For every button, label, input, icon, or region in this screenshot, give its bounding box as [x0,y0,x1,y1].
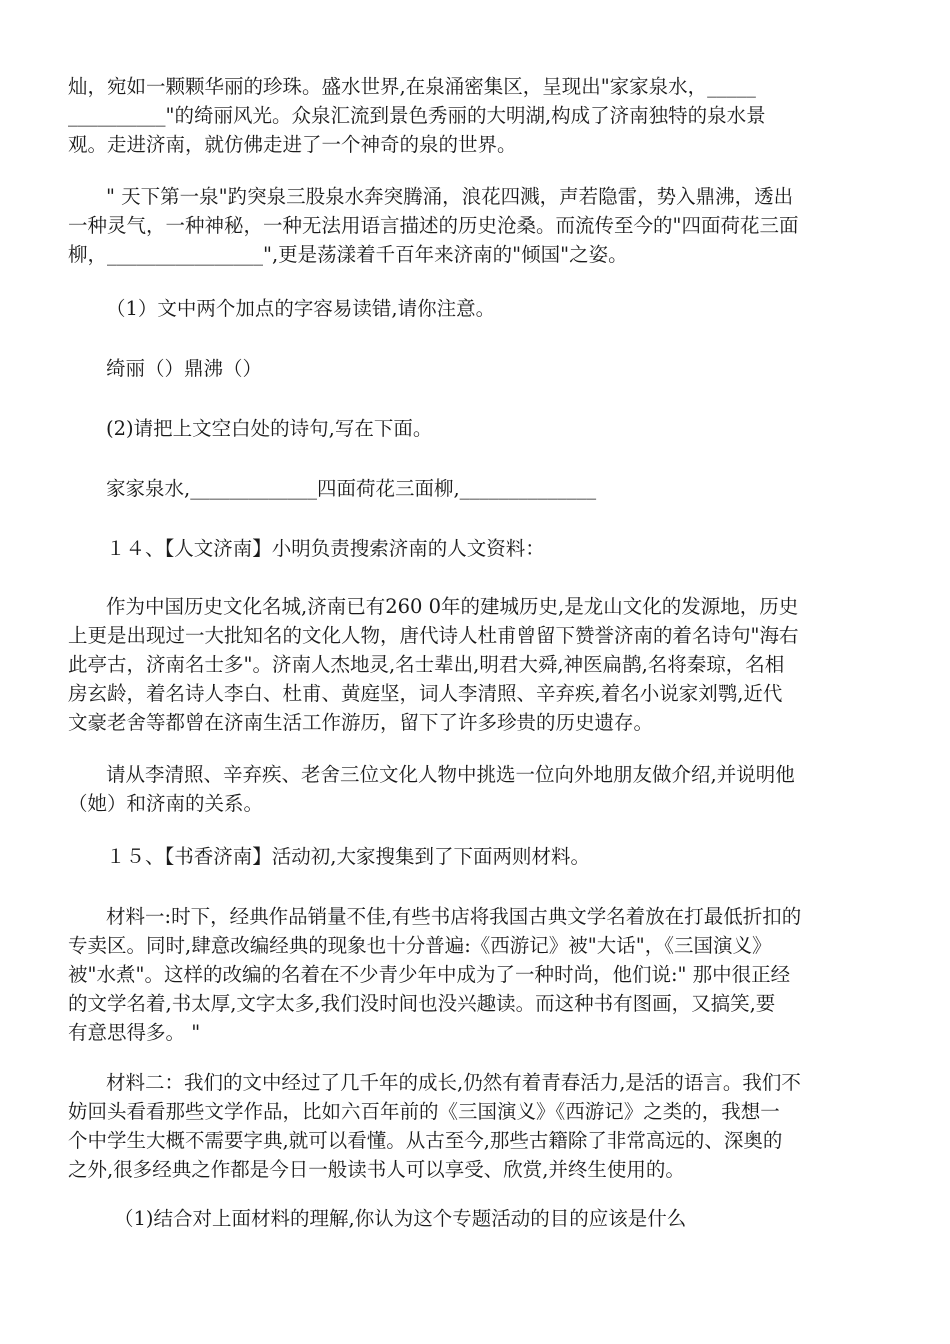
question-14-prompt [68,760,880,818]
text-line: 绮丽（）鼎沸（） [106,357,263,380]
text-line: 妨回头看看那些文学作品，比如六百年前的《三国演义》《西游记》之类的，我想一 [68,1100,780,1123]
text-line: 之外,很多经典之作都是今日一般读书人可以享受、欣赏,并终生使用的。 [68,1158,685,1181]
text-line: 作为中国历史文化名城,济南已有260 0年的建城历史,是龙山文化的发源地，历史 [106,595,799,618]
text-line: 灿，宛如一颗颗华丽的珍珠。盛水世界,在泉涌密集区，呈现出"家家泉水，_____ [68,75,756,98]
paragraph-jinan-culture [68,592,880,737]
text-line: 此亭古，济南名士多"。济南人杰地灵,名士辈出,明君大舜,神医扁鹊,名将秦琼，名相 [68,653,785,676]
text-line: 材料一:时下，经典作品销量不佳,有些书店将我国古典文学名着放在打最低折扣的 [106,905,802,928]
text-line: 专卖区。同时,肆意改编经典的现象也十分普遍:《西游记》被"大话"，《三国演义》 [68,934,772,957]
question-13-1 [68,294,918,323]
text-line: 材料二：我们的文中经过了几千年的成长,仍然有着青春活力,是活的语言。我们不 [106,1071,801,1094]
poem-fill-blanks [68,474,918,503]
text-line: (2)请把上文空白处的诗句,写在下面。 [106,417,433,440]
pinyin-blanks [68,354,918,383]
material-two [68,1068,880,1184]
text-line: （1)结合对上面材料的理解,你认为这个专题活动的目的应该是什么 [114,1207,687,1230]
text-line: 观。走进济南，就仿佛走进了一个神奇的泉的世界。 [68,133,517,156]
question-14-heading [68,534,918,563]
material-one [68,902,880,1047]
text-line: 有意思得多。 " [68,1021,201,1044]
question-13-2 [68,414,918,443]
text-line: 被"水煮"。这样的改编的名着在不少青少年中成为了一种时尚，他们说:" 那中很正经 [68,963,791,986]
paragraph-spring-intro [68,72,880,159]
question-15-1 [68,1204,926,1233]
text-line: 请从李清照、辛弃疾、老舍三位文化人物中挑选一位向外地朋友做介绍,并说明他 [106,763,795,786]
paragraph-baotu-spring [68,182,880,269]
text-line: （她）和济南的关系。 [68,792,264,815]
text-line: 柳，________________",更是荡漾着千百年来济南的"倾国"之姿。 [68,243,628,266]
text-line: 家家泉水,_____________四面荷花三面柳,______________ [106,477,597,500]
text-line: 的文学名着,书太厚,文字太多,我们没时间也没兴趣读。而这种书有图画，又搞笑,要 [68,992,776,1015]
text-line: １５、【书香济南】活动初,大家搜集到了下面两则材料。 [106,845,590,868]
text-line: __________"的绮丽风光。众泉汇流到景色秀丽的大明湖,构成了济南独特的泉水景 [68,104,766,127]
question-15-heading [68,842,918,871]
text-line: （1）文中两个加点的字容易读错,请你注意。 [106,297,496,320]
text-line: 文豪老舍等都曾在济南生活工作游历，留下了许多珍贵的历史遗存。 [68,711,654,734]
text-line: １４、【人文济南】小明负责搜索济南的人文资料： [106,537,545,560]
text-line: 房玄龄，着名诗人李白、杜甫、黄庭坚，词人李清照、辛弃疾,着名小说家刘鹗,近代 [68,682,783,705]
text-line: " 天下第一泉"趵突泉三股泉水奔突腾涌，浪花四溅，声若隐雷，势入鼎沸，透出 [106,185,794,208]
text-line: 个中学生大概不需要字典,就可以看懂。从古至今,那些古籍除了非常高远的、深奥的 [68,1129,783,1152]
text-line: 上更是出现过一大批知名的文化人物，唐代诗人杜甫曾留下赞誉济南的着名诗句"海右 [68,624,799,647]
text-line: 一种灵气，一种神秘，一种无法用语言描述的历史沧桑。而流传至今的"四面荷花三面 [68,214,799,237]
